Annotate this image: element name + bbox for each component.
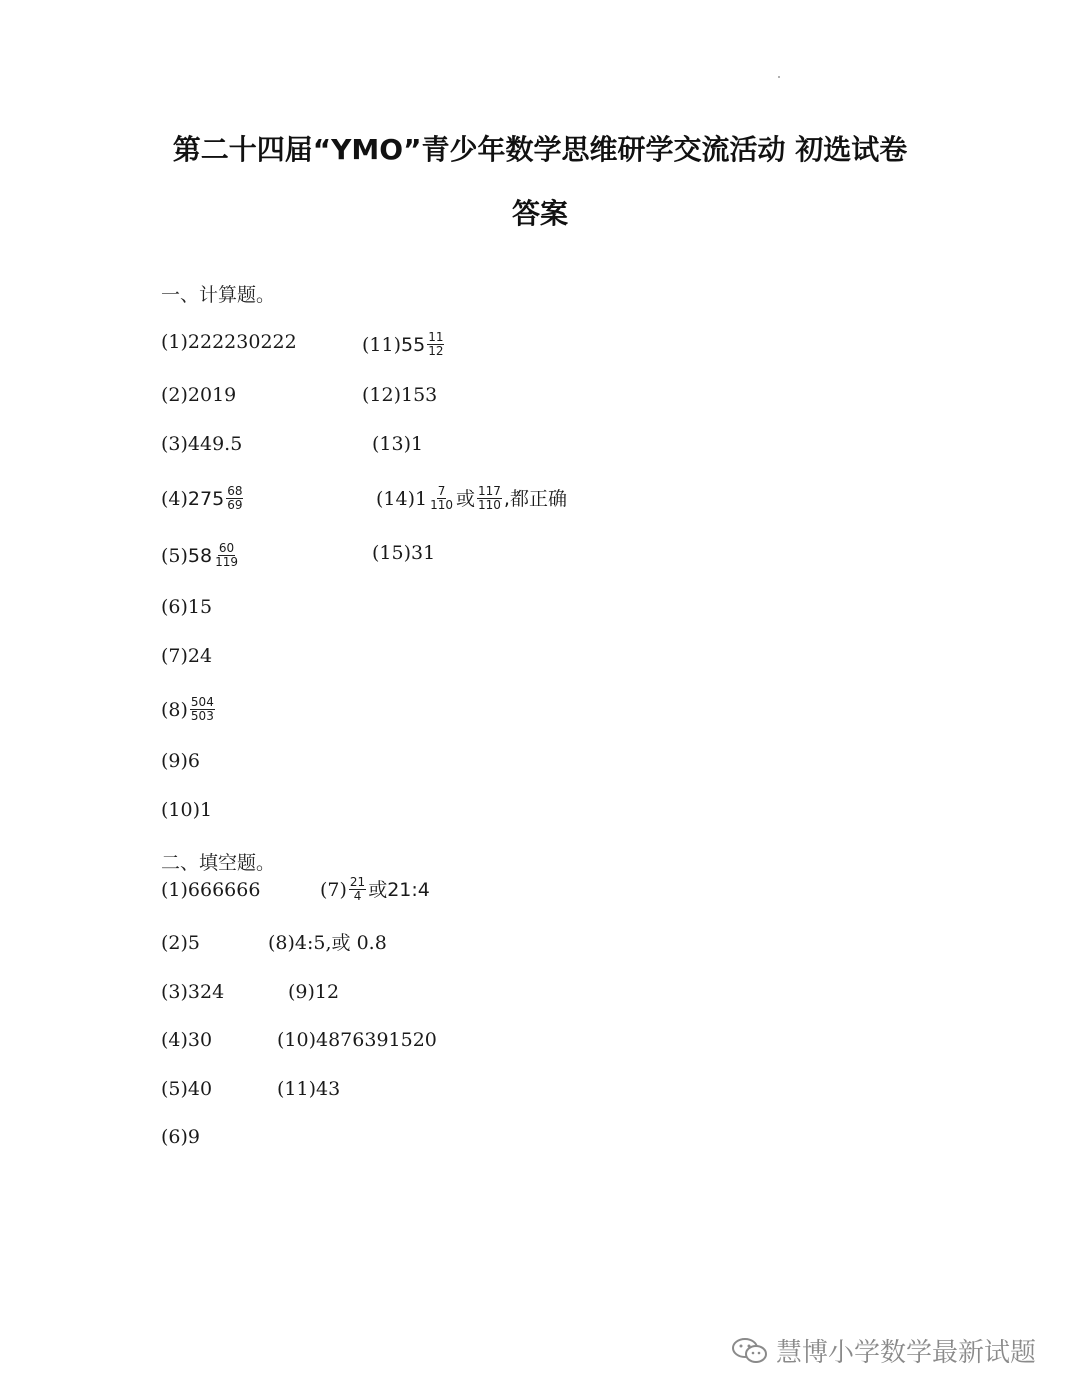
fill-answer-10: (10)4876391520 — [277, 1029, 437, 1051]
fraction — [226, 485, 243, 512]
calc-answer-11 — [362, 331, 446, 358]
denominator: 110 — [478, 498, 501, 512]
denominator: 503 — [190, 709, 214, 723]
speck — [778, 76, 780, 78]
alt-text: 或21:4 — [368, 878, 430, 901]
numerator: 11 — [428, 330, 444, 344]
denominator: 4 — [353, 889, 362, 903]
fill-answer-9: (9)12 — [288, 981, 340, 1003]
fill-answer-8: (8)4:5,或 0.8 — [268, 932, 387, 954]
section-calc-heading: 一、计算题。 — [161, 284, 276, 306]
fraction — [190, 696, 215, 723]
whole: 55 — [401, 333, 426, 356]
page-subtitle: 答案 — [511, 197, 568, 230]
note-text: ,都正确 — [503, 487, 567, 510]
calc-answer-14 — [376, 485, 567, 512]
numerator: 60 — [218, 541, 235, 555]
fraction-2 — [477, 485, 502, 512]
denominator: 12 — [428, 344, 444, 358]
calc-answer-3: (3)449.5 — [161, 433, 243, 455]
fill-answer-1: (1)666666 — [161, 879, 261, 901]
calc-answer-4 — [161, 485, 245, 512]
calc-answer-2: (2)2019 — [161, 384, 237, 406]
calc-answer-12: (12)153 — [362, 384, 438, 406]
calc-answer-15: (15)31 — [372, 542, 436, 564]
calc-answer-7: (7)24 — [161, 645, 213, 667]
numerator: 21 — [349, 875, 366, 889]
label: (4) — [161, 487, 188, 510]
whole: 58 — [187, 544, 213, 567]
fill-answer-5: (5)40 — [161, 1078, 213, 1100]
numerator: 68 — [227, 484, 243, 498]
or-text: 或 — [456, 487, 476, 510]
fill-answer-2: (2)5 — [161, 932, 201, 954]
numerator: 117 — [478, 484, 501, 498]
wechat-icon — [730, 1336, 770, 1366]
calc-answer-6: (6)15 — [161, 596, 213, 618]
fill-answer-4: (4)30 — [161, 1029, 213, 1051]
numerator: 504 — [190, 695, 214, 709]
calc-answer-8 — [161, 696, 217, 723]
fill-answer-6: (6)9 — [161, 1126, 201, 1148]
calc-answer-1: (1)222230222 — [161, 331, 297, 353]
watermark — [730, 1332, 1036, 1369]
label: (7) — [320, 878, 347, 901]
fraction — [349, 876, 366, 903]
label: (11) — [362, 333, 402, 356]
fraction-1 — [429, 485, 454, 512]
calc-answer-10: (10)1 — [161, 799, 213, 821]
label: (5) — [161, 544, 188, 567]
fraction — [427, 331, 444, 358]
fraction — [214, 542, 239, 569]
denominator: 69 — [227, 498, 243, 512]
label: (8) — [161, 698, 188, 721]
watermark-text: 慧博小学数学最新试题 — [776, 1338, 1037, 1368]
fill-answer-7 — [320, 876, 430, 903]
calc-answer-9: (9)6 — [161, 750, 201, 772]
denominator: 119 — [215, 555, 239, 569]
label: (14)1 — [376, 487, 428, 510]
denominator: 110 — [430, 498, 453, 512]
calc-answer-5 — [161, 542, 241, 569]
section-fill-heading: 二、填空题。 — [161, 852, 276, 874]
calc-answer-13: (13)1 — [372, 433, 424, 455]
fill-answer-3: (3)324 — [161, 981, 225, 1003]
whole: 275 — [187, 487, 225, 510]
numerator: 7 — [437, 484, 446, 498]
fill-answer-11: (11)43 — [277, 1078, 341, 1100]
page-title: 第二十四届“YMO”青少年数学思维研学交流活动 初选试卷 — [172, 133, 908, 166]
